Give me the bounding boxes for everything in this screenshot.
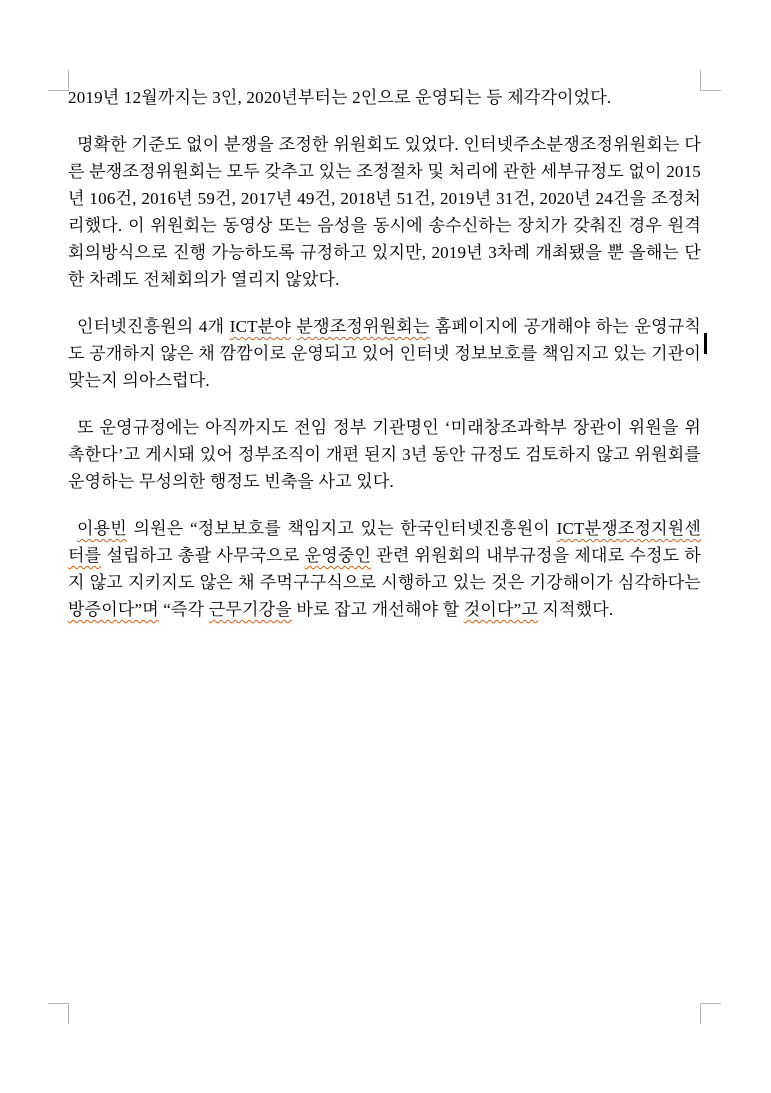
misspelled-word[interactable]: ICT분야 [229,317,291,336]
misspelled-word[interactable]: 이용빈 [77,519,127,538]
paragraph[interactable] [68,414,701,495]
text-run: 관련 위원회의 내부규정을 제대로 수정도 하지 않고 지키지도 않은 채 주먹구구식으로 시행하고 있는 것은 기강해이가 심각하다는 [68,546,701,592]
misspelled-word[interactable]: 운영중인 [304,546,372,565]
text-run: 바로 잡고 개선해야 할 [291,600,464,619]
document-body[interactable] [68,84,701,643]
misspelled-word[interactable]: ICT분쟁조정지원센터를 [68,519,701,565]
text-run: 의원은 “정보보호를 책임지고 있는 한국인터넷진흥원이 [126,519,557,538]
misspelled-word[interactable]: 분쟁조정위원회는 [296,317,430,336]
misspelled-word[interactable]: 것이다”고 [463,600,538,619]
text-run: 홈페이지에 공개해야 하는 운영규칙도 공개하지 않은 채 깜깜이로 운영되고 있어 인터넷 정보보호를 책임지고 있는 기관이 맞는지 의아스럽다. [68,317,701,390]
paragraph[interactable] [68,84,701,111]
margin-corner-mark-top-right [700,70,721,91]
text-run: 명확한 기준도 없이 분쟁을 조정한 위원회도 있었다. 인터넷주소분쟁조정위원회는 다른 분쟁조정위원회는 모두 갖추고 있는 조정절차 및 처리에 관한 세부규정도 없이 2015년 106건, 2016년 59건, 2017년 49건, 2018년 51건, 2019년 31건, 2020년 24건을 조정처리했다. 이 위원회는 동영상 또는 음성을 동시에 송수신하는 장치가 갖춰진 경우 원격회의방식으로 진행 가능하도록 규정하고 있지만, 2019년 3차례 개최됐을 뿐 올해는 단 한 차례도 전체회의가 열리지 않았다. [68,135,701,289]
text-run: 또 운영규정에는 아직까지도 전임 정부 기관명인 ‘미래창조과학부 장관이 위원을 위촉한다’고 게시돼 있어 정부조직이 개편 된지 3년 동안 규정도 검토하지 않고 위원회를 운영하는 무성의한 행정도 빈축을 사고 있다. [68,418,701,491]
text-run: 지적했다. [537,600,614,619]
text-run: “즉각 [158,600,209,619]
paragraph[interactable] [68,313,701,394]
misspelled-word[interactable]: 방증이다”며 [68,600,159,619]
misspelled-word[interactable]: 근무기강을 [208,600,292,619]
text-run: 인터넷진흥원의 4개 [77,317,230,336]
text-run: 설립하고 총괄 사무국으로 [101,546,305,565]
margin-corner-mark-bottom-right [700,1003,721,1024]
margin-corner-mark-top-left [48,70,69,91]
paragraph[interactable] [68,131,701,293]
text-run: 2019년 12월까지는 3인, 2020년부터는 2인으로 운영되는 등 제각각이었다. [68,88,612,107]
text-caret [704,333,707,354]
paragraph[interactable] [68,515,701,623]
margin-corner-mark-bottom-left [48,1003,69,1024]
